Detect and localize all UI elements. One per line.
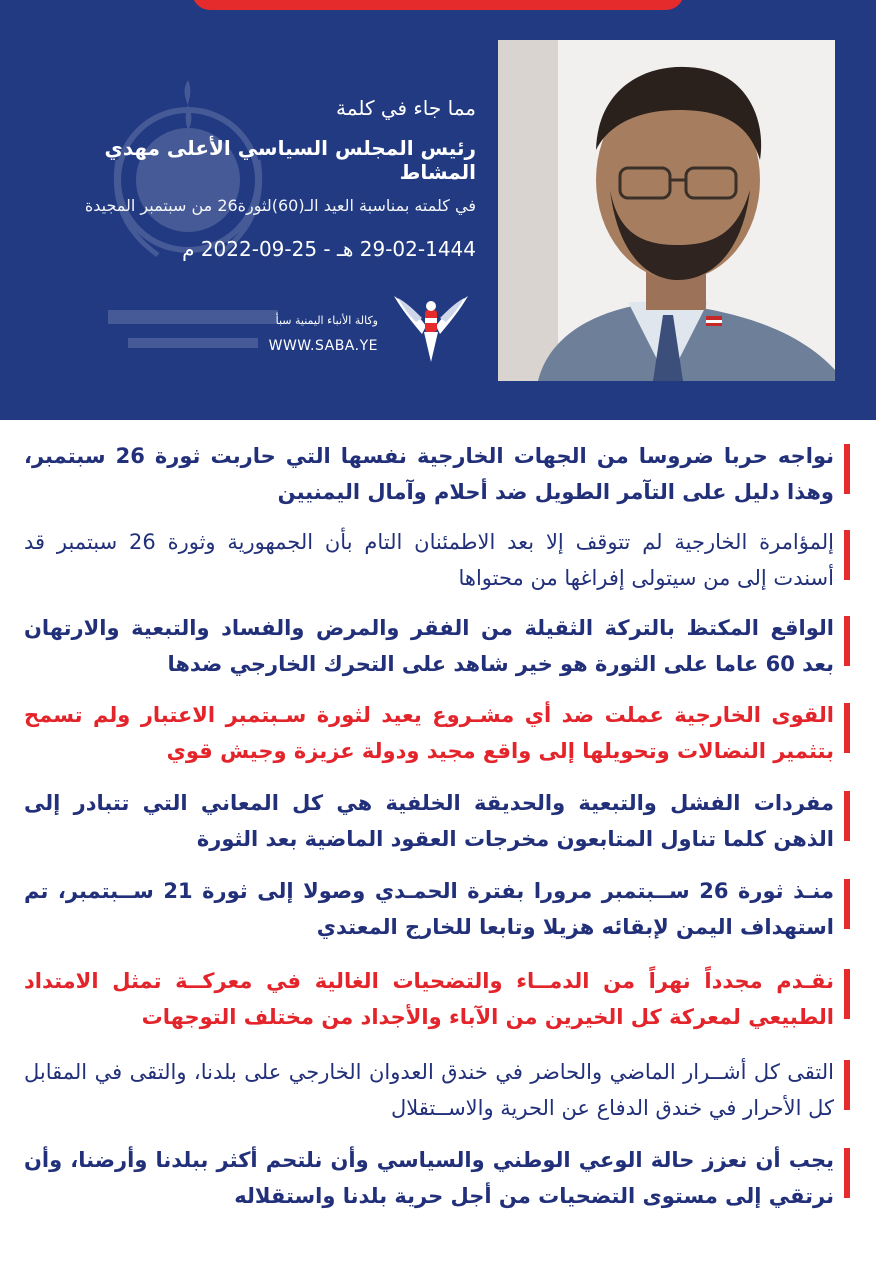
quote-red-bar [844,879,850,929]
saba-eagle-logo-icon [392,292,470,366]
quote-item [24,873,834,945]
quote-item [24,785,834,857]
quote-red-bar [844,703,850,753]
quote-item [24,697,834,769]
agency-url[interactable]: WWW.SABA.YE [268,338,378,354]
quote-red-bar [844,530,850,580]
quote-text: الواقع المكتظ بالتركة الثقيلة من الفقر والمرض والفساد والتبعية والارتهان بعد 60 عاما على الثورة هو خير شاهد على التحرك الخارجي ضدها [24,616,834,676]
quote-text: نقـدم مجدداً نهراً من الدمــاء والتضحيات الغالية في معركــة تمثل الامتداد الطبيعي لمعركة كل الخيرين من الآباء والأجداد من مختلف التوجهات [24,969,834,1029]
quote-text: يجب أن نعزز حالة الوعي الوطني والسياسي وأن نلتحم أكثر ببلدنا وأرضنا، وأن نرتقي إلى مستوى التضحيات من أجل حرية بلدنا واستقلاله [24,1148,834,1208]
agency-credit [250,292,470,372]
quote-text: نواجه حربا ضروسا من الجهات الخارجية نفسها التي حاربت ثورة 26 سبتمبر، وهذا دليل على التآمر الطويل ضد أحلام وآمال اليمنيين [24,444,834,504]
quote-red-bar [844,1148,850,1198]
red-top-tab [192,0,684,10]
quote-red-bar [844,1060,850,1110]
quote-red-bar [844,791,850,841]
quote-red-bar [844,969,850,1019]
occasion-line: في كلمته بمناسبة العيد الـ(60)لثورة26 من سبتمبر المجيدة [84,196,476,215]
leader-portrait [498,40,835,381]
quote-text: القوى الخارجية عملت ضد أي مشـروع يعيد لثورة سـبتمبر الاعتبار ولم تسمح بتثمير النضالات وتحويلها إلى واقع مجيد ودولة عزيزة وجيش قوي [24,703,834,763]
quote-item [24,438,834,510]
agency-name: وكالة الأنباء اليمنية سبأ [275,314,378,327]
quote-text: إلمؤامرة الخارجية لم تتوقف إلا بعد الاطمئنان التام بأن الجمهورية وثورة 26 سبتمبر قد أسندت إلى من سيتولى إفراغها من محتواها [24,530,834,590]
quote-red-bar [844,616,850,666]
portrait-photo-icon [498,40,835,381]
quote-item [24,610,834,682]
quotes-list [0,420,876,1280]
quote-item [24,963,834,1035]
intro-line: مما جاء في كلمة [336,96,476,120]
quote-text: التقى كل أشــرار الماضي والحاضر في خندق العدوان الخارجي على بلدنا، والتقى في المقابل كل الأحرار في خندق الدفاع عن الحرية والاســتقلال [24,1060,834,1120]
quote-item [24,524,834,596]
date-line: 29-02-1444 هـ - 25-09-2022 م [182,237,476,261]
quote-text: منـذ ثورة 26 ســبتمبر مرورا بفترة الحمـدي وصولا إلى ثورة 21 ســبتمبر، تم استهداف اليمن لإبقائه هزيلا وتابعا للخارج المعتدي [24,879,834,939]
quote-text: مفردات الفشل والتبعية والحديقة الخلفية هي كل المعاني التي تتبادر إلى الذهن كلما تناول المتابعون مخرجات العقود الماضية بعد الثورة [24,791,834,851]
header-text-block [36,96,476,261]
header-banner [0,0,876,420]
leader-title: رئيس المجلس السياسي الأعلى مهدي المشاط [104,136,476,184]
quote-red-bar [844,444,850,494]
quote-item [24,1142,834,1214]
quote-item [24,1054,834,1126]
